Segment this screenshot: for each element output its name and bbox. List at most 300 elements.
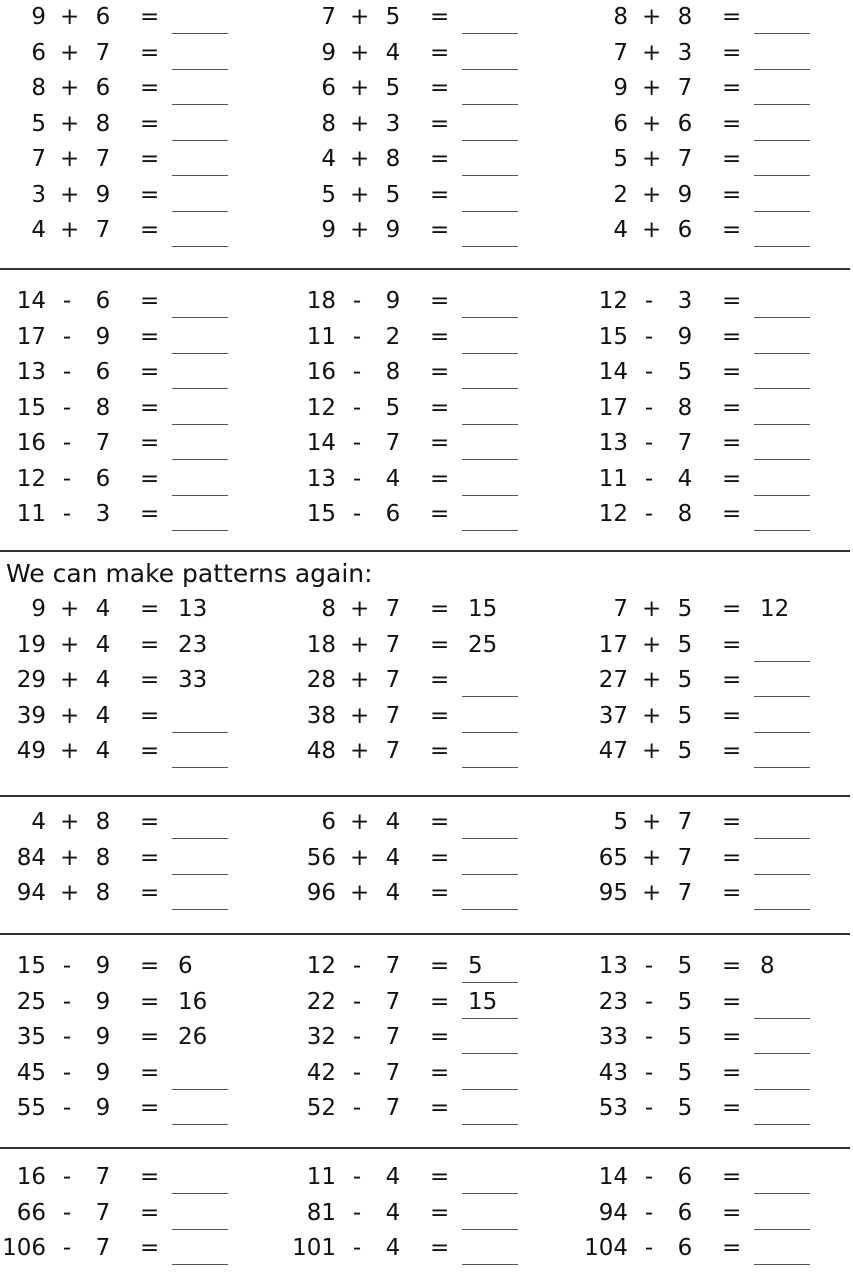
- operand-a: 15: [16, 953, 46, 979]
- answer-blank[interactable]: [172, 424, 228, 425]
- operand-a: 23: [598, 988, 628, 1015]
- operand-a: 42: [306, 1059, 336, 1086]
- equation-row: [290, 357, 550, 393]
- answer-blank[interactable]: [754, 1264, 810, 1265]
- equation-row: [0, 807, 260, 843]
- equals-sign: =: [430, 1024, 450, 1050]
- answer-blank[interactable]: [462, 696, 518, 697]
- pattern-heading: We can make patterns again:: [6, 559, 373, 588]
- operand-a: 49: [16, 738, 46, 764]
- operand-b: 9: [385, 288, 401, 314]
- answer-blank[interactable]: [462, 140, 518, 141]
- answer-blank[interactable]: [754, 909, 810, 910]
- equals-sign: =: [140, 110, 160, 137]
- equals-sign: =: [722, 1164, 742, 1190]
- operand-b: 7: [385, 667, 401, 693]
- equals-sign: =: [140, 667, 160, 693]
- answer-blank[interactable]: [172, 1124, 228, 1125]
- operator: +: [350, 110, 370, 137]
- answer-blank[interactable]: [754, 838, 810, 839]
- operand-a: 65: [598, 844, 628, 871]
- operator: -: [644, 1059, 654, 1086]
- answer-blank[interactable]: [172, 1264, 228, 1265]
- operator: +: [60, 146, 80, 172]
- answer-value: 33: [178, 667, 208, 693]
- operand-b: 4: [385, 39, 401, 66]
- operand-a: 13: [598, 953, 628, 979]
- answer-blank[interactable]: [172, 530, 228, 531]
- operator: +: [642, 146, 662, 172]
- answer-blank[interactable]: [754, 530, 810, 531]
- problem-column: [290, 807, 550, 914]
- answer-blank[interactable]: [172, 874, 228, 875]
- equals-sign: =: [430, 1199, 450, 1226]
- equals-sign: =: [430, 953, 450, 979]
- operand-b: 5: [677, 702, 693, 729]
- equation-row: [582, 464, 842, 500]
- operator: -: [352, 465, 362, 492]
- operand-a: 47: [598, 738, 628, 764]
- equation-row: [0, 428, 260, 464]
- equation-row: [290, 1022, 550, 1058]
- operand-a: 18: [306, 288, 336, 314]
- equation-row: [582, 736, 842, 772]
- answer-blank[interactable]: [754, 1193, 810, 1194]
- answer-blank[interactable]: [754, 388, 810, 389]
- equals-sign: =: [722, 39, 742, 66]
- equals-sign: =: [722, 501, 742, 527]
- operand-b: 5: [385, 4, 401, 30]
- answer-blank[interactable]: [462, 33, 518, 34]
- equals-sign: =: [722, 4, 742, 30]
- operand-a: 13: [16, 359, 46, 385]
- operator: -: [352, 1095, 362, 1121]
- answer-blank[interactable]: [754, 1124, 810, 1125]
- answer-value: 16: [178, 988, 208, 1015]
- operator: +: [350, 596, 370, 622]
- operand-b: 7: [385, 631, 401, 658]
- answer-blank[interactable]: [754, 874, 810, 875]
- equals-sign: =: [140, 181, 160, 208]
- equals-sign: =: [722, 1095, 742, 1121]
- operand-a: 95: [598, 880, 628, 906]
- answer-blank[interactable]: [462, 1018, 518, 1019]
- operand-b: 4: [95, 738, 111, 764]
- equation-row: [582, 109, 842, 145]
- answer-blank[interactable]: [462, 1089, 518, 1090]
- equals-sign: =: [722, 1059, 742, 1086]
- operand-a: 14: [598, 359, 628, 385]
- operator: +: [350, 39, 370, 66]
- section-divider: [0, 795, 850, 797]
- answer-blank[interactable]: [172, 140, 228, 141]
- equals-sign: =: [430, 844, 450, 871]
- operator: +: [60, 809, 80, 835]
- answer-value: 15: [468, 596, 498, 622]
- operand-a: 27: [598, 667, 628, 693]
- operand-b: 9: [95, 181, 111, 208]
- answer-blank[interactable]: [462, 767, 518, 768]
- answer-blank[interactable]: [172, 33, 228, 34]
- answer-blank[interactable]: [172, 767, 228, 768]
- operator: -: [62, 323, 72, 350]
- answer-blank[interactable]: [754, 69, 810, 70]
- equals-sign: =: [722, 1199, 742, 1226]
- operand-a: 4: [321, 146, 336, 172]
- equals-sign: =: [140, 39, 160, 66]
- operator: -: [644, 1095, 654, 1121]
- equation-row: [290, 393, 550, 429]
- problem-column: [290, 286, 550, 535]
- operator: +: [642, 39, 662, 66]
- operator: -: [352, 988, 362, 1015]
- operand-b: 8: [95, 110, 111, 137]
- operand-b: 9: [95, 1095, 111, 1121]
- operand-a: 94: [598, 1199, 628, 1226]
- operator: -: [644, 430, 654, 456]
- operator: -: [352, 1164, 362, 1190]
- operand-b: 3: [677, 39, 693, 66]
- answer-blank[interactable]: [754, 317, 810, 318]
- answer-blank[interactable]: [754, 732, 810, 733]
- equation-row: [0, 357, 260, 393]
- answer-blank[interactable]: [462, 211, 518, 212]
- equation-row: [0, 701, 260, 737]
- equals-sign: =: [722, 844, 742, 871]
- equation-row: [290, 701, 550, 737]
- answer-blank[interactable]: [172, 211, 228, 212]
- problem-column: [582, 951, 842, 1129]
- operator: -: [62, 465, 72, 492]
- operand-b: 7: [677, 146, 693, 172]
- answer-value: 26: [178, 1024, 208, 1050]
- operand-b: 7: [95, 1199, 111, 1226]
- equation-row: [582, 144, 842, 180]
- operand-b: 4: [385, 1235, 401, 1261]
- answer-value: 8: [760, 953, 775, 979]
- equation-row: [290, 665, 550, 701]
- equation-row: [582, 1233, 842, 1269]
- answer-blank[interactable]: [172, 495, 228, 496]
- equation-row: [582, 38, 842, 74]
- operand-a: 3: [31, 181, 46, 208]
- equals-sign: =: [140, 988, 160, 1015]
- operand-a: 7: [613, 596, 628, 622]
- operand-b: 7: [677, 880, 693, 906]
- answer-blank[interactable]: [462, 1053, 518, 1054]
- operator: +: [642, 596, 662, 622]
- operator: -: [644, 359, 654, 385]
- operator: -: [62, 1059, 72, 1086]
- answer-blank[interactable]: [462, 1124, 518, 1125]
- operand-a: 14: [598, 1164, 628, 1190]
- equation-row: [582, 499, 842, 535]
- answer-blank[interactable]: [462, 530, 518, 531]
- operator: +: [350, 146, 370, 172]
- operator: -: [62, 953, 72, 979]
- equation-row: [0, 464, 260, 500]
- equals-sign: =: [140, 1095, 160, 1121]
- answer-blank[interactable]: [462, 1264, 518, 1265]
- equation-row: [290, 322, 550, 358]
- problem-column: [290, 594, 550, 772]
- operand-a: 28: [306, 667, 336, 693]
- operand-a: 12: [16, 465, 46, 492]
- operator: -: [62, 359, 72, 385]
- equals-sign: =: [140, 465, 160, 492]
- answer-blank[interactable]: [462, 424, 518, 425]
- operand-a: 104: [584, 1235, 628, 1261]
- answer-blank[interactable]: [754, 1018, 810, 1019]
- equation-row: [290, 2, 550, 38]
- equals-sign: =: [140, 1164, 160, 1190]
- equation-row: [0, 215, 260, 251]
- answer-blank[interactable]: [172, 1089, 228, 1090]
- equation-row: [290, 109, 550, 145]
- operator: -: [352, 501, 362, 527]
- answer-blank[interactable]: [462, 69, 518, 70]
- operator: -: [644, 1235, 654, 1261]
- answer-blank[interactable]: [754, 140, 810, 141]
- operand-a: 5: [321, 181, 336, 208]
- equation-row: [0, 180, 260, 216]
- operand-a: 5: [613, 146, 628, 172]
- answer-blank[interactable]: [462, 1193, 518, 1194]
- equals-sign: =: [430, 631, 450, 658]
- operand-b: 8: [385, 359, 401, 385]
- equation-row: [0, 1162, 260, 1198]
- equals-sign: =: [430, 465, 450, 492]
- equation-row: [0, 736, 260, 772]
- equals-sign: =: [140, 953, 160, 979]
- operator: -: [62, 1024, 72, 1050]
- operand-a: 22: [306, 988, 336, 1015]
- equals-sign: =: [722, 359, 742, 385]
- operand-a: 14: [306, 430, 336, 456]
- answer-blank[interactable]: [172, 459, 228, 460]
- operator: -: [352, 394, 362, 421]
- operator: -: [644, 1024, 654, 1050]
- answer-blank[interactable]: [462, 909, 518, 910]
- equation-row: [582, 878, 842, 914]
- operator: -: [644, 465, 654, 492]
- answer-blank[interactable]: [754, 1089, 810, 1090]
- equation-row: [582, 594, 842, 630]
- answer-blank[interactable]: [754, 459, 810, 460]
- operand-b: 9: [95, 323, 111, 350]
- answer-blank[interactable]: [172, 1229, 228, 1230]
- equals-sign: =: [430, 323, 450, 350]
- operator: +: [642, 880, 662, 906]
- answer-blank[interactable]: [172, 246, 228, 247]
- equation-row: [290, 630, 550, 666]
- equation-row: [582, 322, 842, 358]
- answer-blank[interactable]: [172, 104, 228, 105]
- equation-row: [0, 393, 260, 429]
- equals-sign: =: [722, 394, 742, 421]
- answer-blank[interactable]: [172, 909, 228, 910]
- operator: +: [60, 631, 80, 658]
- answer-blank[interactable]: [462, 353, 518, 354]
- operand-a: 15: [598, 323, 628, 350]
- equals-sign: =: [430, 146, 450, 172]
- operator: -: [644, 288, 654, 314]
- answer-blank[interactable]: [172, 388, 228, 389]
- operand-b: 6: [95, 4, 111, 30]
- answer-blank[interactable]: [462, 874, 518, 875]
- operand-a: 11: [306, 1164, 336, 1190]
- operator: -: [352, 1059, 362, 1086]
- equals-sign: =: [430, 1164, 450, 1190]
- operand-b: 6: [95, 465, 111, 492]
- equation-row: [290, 594, 550, 630]
- operator: +: [642, 631, 662, 658]
- answer-blank[interactable]: [754, 1229, 810, 1230]
- operand-b: 7: [95, 430, 111, 456]
- operator: +: [60, 844, 80, 871]
- operand-a: 37: [598, 702, 628, 729]
- answer-blank[interactable]: [754, 175, 810, 176]
- equation-row: [0, 1233, 260, 1269]
- equation-row: [582, 215, 842, 251]
- operand-b: 3: [385, 110, 401, 137]
- problem-column: [290, 1162, 550, 1269]
- answer-blank[interactable]: [462, 317, 518, 318]
- operand-a: 16: [16, 430, 46, 456]
- operand-b: 5: [677, 953, 693, 979]
- operand-a: 2: [613, 181, 628, 208]
- equation-row: [582, 393, 842, 429]
- operand-b: 4: [385, 465, 401, 492]
- equation-row: [0, 38, 260, 74]
- answer-blank[interactable]: [172, 1193, 228, 1194]
- equation-row: [290, 286, 550, 322]
- equation-row: [0, 1058, 260, 1094]
- operator: -: [62, 430, 72, 456]
- operator: -: [62, 288, 72, 314]
- answer-blank[interactable]: [462, 246, 518, 247]
- answer-blank[interactable]: [462, 1229, 518, 1230]
- answer-blank[interactable]: [462, 732, 518, 733]
- operand-b: 7: [677, 844, 693, 871]
- equation-row: [582, 701, 842, 737]
- operand-b: 7: [677, 430, 693, 456]
- operand-b: 5: [677, 1024, 693, 1050]
- answer-blank[interactable]: [462, 104, 518, 105]
- answer-value: 15: [468, 988, 498, 1015]
- answer-blank[interactable]: [754, 353, 810, 354]
- equals-sign: =: [722, 75, 742, 101]
- answer-blank[interactable]: [754, 246, 810, 247]
- operator: +: [642, 181, 662, 208]
- answer-blank[interactable]: [172, 838, 228, 839]
- equals-sign: =: [430, 738, 450, 764]
- equals-sign: =: [722, 953, 742, 979]
- operator: -: [62, 988, 72, 1015]
- answer-blank[interactable]: [172, 175, 228, 176]
- equation-row: [0, 878, 260, 914]
- problem-column: [0, 1162, 260, 1269]
- equals-sign: =: [430, 1059, 450, 1086]
- operand-b: 6: [677, 217, 693, 243]
- operator: +: [60, 880, 80, 906]
- operator: +: [60, 596, 80, 622]
- answer-blank[interactable]: [754, 104, 810, 105]
- answer-blank[interactable]: [172, 732, 228, 733]
- equation-row: [582, 1022, 842, 1058]
- answer-blank[interactable]: [754, 495, 810, 496]
- equation-row: [0, 1022, 260, 1058]
- answer-blank[interactable]: [462, 495, 518, 496]
- operator: +: [350, 880, 370, 906]
- operator: +: [642, 4, 662, 30]
- equation-row: [290, 736, 550, 772]
- operator: -: [644, 988, 654, 1015]
- operand-b: 7: [385, 1059, 401, 1086]
- equation-row: [0, 843, 260, 879]
- operator: +: [350, 4, 370, 30]
- equals-sign: =: [140, 217, 160, 243]
- operand-b: 5: [385, 394, 401, 421]
- operand-b: 9: [95, 988, 111, 1015]
- answer-blank[interactable]: [462, 175, 518, 176]
- operand-a: 11: [306, 323, 336, 350]
- equals-sign: =: [430, 596, 450, 622]
- operand-b: 4: [385, 880, 401, 906]
- answer-blank[interactable]: [172, 353, 228, 354]
- operator: -: [352, 430, 362, 456]
- answer-blank[interactable]: [462, 838, 518, 839]
- answer-blank[interactable]: [462, 982, 518, 983]
- equals-sign: =: [430, 217, 450, 243]
- operand-a: 15: [306, 501, 336, 527]
- operand-a: 9: [31, 4, 46, 30]
- problem-column: [0, 951, 260, 1129]
- section-divider: [0, 933, 850, 935]
- answer-blank[interactable]: [754, 211, 810, 212]
- answer-blank[interactable]: [754, 696, 810, 697]
- equation-row: [582, 951, 842, 987]
- operator: +: [60, 110, 80, 137]
- operator: +: [350, 738, 370, 764]
- answer-blank[interactable]: [754, 1053, 810, 1054]
- operand-a: 55: [16, 1095, 46, 1121]
- answer-blank[interactable]: [754, 767, 810, 768]
- answer-blank[interactable]: [462, 388, 518, 389]
- equation-row: [290, 1233, 550, 1269]
- equation-row: [290, 464, 550, 500]
- operator: +: [60, 4, 80, 30]
- answer-blank[interactable]: [754, 33, 810, 34]
- equals-sign: =: [140, 394, 160, 421]
- operand-b: 8: [677, 394, 693, 421]
- operator: +: [60, 75, 80, 101]
- answer-blank[interactable]: [754, 661, 810, 662]
- answer-blank[interactable]: [172, 69, 228, 70]
- operator: +: [642, 75, 662, 101]
- operand-b: 7: [677, 75, 693, 101]
- operand-b: 7: [385, 702, 401, 729]
- answer-blank[interactable]: [754, 424, 810, 425]
- equation-row: [582, 1198, 842, 1234]
- answer-blank[interactable]: [172, 317, 228, 318]
- equation-row: [290, 1058, 550, 1094]
- operator: +: [350, 667, 370, 693]
- operand-a: 4: [31, 809, 46, 835]
- operand-b: 5: [677, 1095, 693, 1121]
- equals-sign: =: [722, 1024, 742, 1050]
- answer-blank[interactable]: [462, 459, 518, 460]
